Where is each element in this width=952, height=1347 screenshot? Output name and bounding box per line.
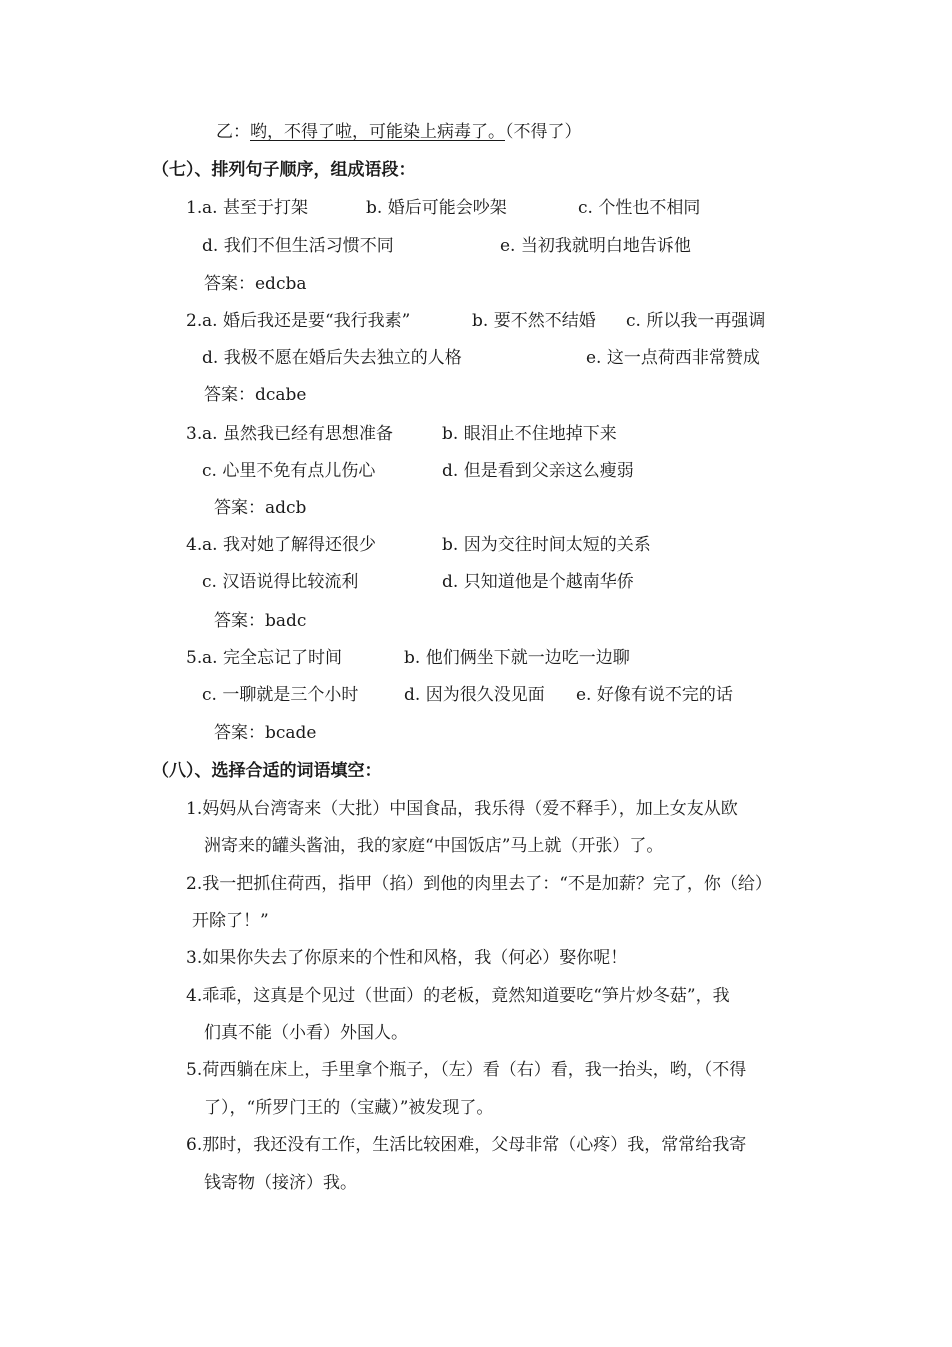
option-b: b. 眼泪止不住地掉下来 [442, 424, 617, 444]
dialogue-line [216, 120, 582, 144]
item-number: 5. [186, 1060, 203, 1080]
option-e: e. 这一点荷西非常赞成 [586, 348, 760, 368]
option-e: e. 当初我就明白地告诉他 [500, 236, 691, 256]
s8-item-2-line2: 开除了！” [192, 911, 269, 931]
answer-value: bcade [265, 723, 317, 743]
s7-item-4-answer [214, 609, 306, 633]
item-number: 2. [186, 874, 203, 894]
option-a: a. 虽然我已经有思想准备 [202, 424, 393, 444]
option-a: a. 完全忘记了时间 [202, 648, 342, 668]
item-number: 3. [186, 948, 203, 968]
item-text: 妈妈从台湾寄来（大批）中国食品，我乐得（爱不释手），加上女友从欧 [202, 799, 738, 819]
item-text: 那时，我还没有工作，生活比较困难，父母非常（心疼）我，常常给我寄 [202, 1135, 747, 1155]
option-d: d. 只知道他是个越南华侨 [442, 572, 634, 592]
answer-value: dcabe [255, 385, 307, 405]
item-number: 3. [186, 424, 203, 444]
s8-item-6-line2: 钱寄物（接济）我。 [204, 1173, 357, 1193]
speaker-label: 乙： [216, 122, 250, 142]
s8-item-6-line1 [186, 1133, 746, 1157]
option-c: c. 所以我一再强调 [626, 311, 766, 331]
answer-label: 答案： [204, 385, 255, 405]
s8-item-1-line1 [186, 797, 738, 821]
answer-label: 答案： [214, 498, 265, 518]
section-8-heading: （八）、选择合适的词语填空： [152, 761, 382, 781]
s8-item-1-line2: 洲寄来的罐头酱油，我的家庭“中国饭店”马上就（开张）了。 [204, 836, 664, 856]
s7-item-5-answer [214, 721, 316, 745]
option-c: c. 汉语说得比较流利 [202, 572, 359, 592]
item-text: 乖乖，这真是个见过（世面）的老板，竟然知道要吃“笋片炒冬菇”，我 [202, 986, 730, 1006]
answer-value: badc [265, 611, 307, 631]
s7-item-1-answer [204, 272, 306, 296]
item-number: 4. [186, 535, 203, 555]
item-number: 2. [186, 311, 203, 331]
section-7-heading: （七）、排列句子顺序，组成语段： [152, 160, 416, 180]
item-text: 我一把抓住荷西，指甲（掐）到他的肉里去了：“不是加薪？完了，你（给） [202, 874, 772, 894]
answer-label: 答案： [214, 723, 265, 743]
s8-item-4-line2: 们真不能（小看）外国人。 [204, 1023, 408, 1043]
item-text: 荷西躺在床上，手里拿个瓶子，（左）看（右）看，我一抬头，哟，（不得 [202, 1060, 747, 1080]
option-d: d. 因为很久没见面 [404, 685, 545, 705]
item-number: 4. [186, 986, 203, 1006]
option-d: d. 我极不愿在婚后失去独立的人格 [202, 348, 462, 368]
answer-label: 答案： [204, 274, 255, 294]
s8-item-2-line1 [186, 872, 772, 896]
option-d: d. 我们不但生活习惯不同 [202, 236, 394, 256]
option-e: e. 好像有说不完的话 [576, 685, 733, 705]
option-b: b. 要不然不结婚 [472, 311, 596, 331]
option-b: b. 他们俩坐下就一边吃一边聊 [404, 648, 630, 668]
underlined-sentence: 哟，不得了啦，可能染上病毒了。 [250, 122, 505, 142]
option-a: a. 我对她了解得还很少 [202, 535, 376, 555]
option-a: a. 甚至于打架 [202, 198, 308, 218]
answer-label: 答案： [214, 611, 265, 631]
item-text: 如果你失去了你原来的个性和风格，我（何必）娶你呢！ [202, 948, 628, 968]
s8-item-3-line1 [186, 946, 627, 970]
option-b: b. 因为交往时间太短的关系 [442, 535, 651, 555]
item-number: 5. [186, 648, 203, 668]
item-number: 1. [186, 799, 203, 819]
s7-item-2-answer [204, 383, 306, 407]
answer-value: adcb [265, 498, 307, 518]
s8-item-5-line1 [186, 1058, 746, 1082]
option-a: a. 婚后我还是要“我行我素” [202, 311, 411, 331]
option-c: c. 一聊就是三个小时 [202, 685, 359, 705]
option-d: d. 但是看到父亲这么瘦弱 [442, 461, 634, 481]
option-c: c. 心里不免有点儿伤心 [202, 461, 376, 481]
s8-item-5-line2: 了），“所罗门王的（宝藏）”被发现了。 [204, 1098, 494, 1118]
item-number: 1. [186, 198, 203, 218]
s8-item-4-line1 [186, 984, 730, 1008]
s7-item-3-answer [214, 496, 306, 520]
option-b: b. 婚后可能会吵架 [366, 198, 507, 218]
item-number: 6. [186, 1135, 203, 1155]
answer-value: edcba [255, 274, 307, 294]
dialogue-answer: （不得了） [505, 122, 582, 142]
option-c: c. 个性也不相同 [578, 198, 701, 218]
